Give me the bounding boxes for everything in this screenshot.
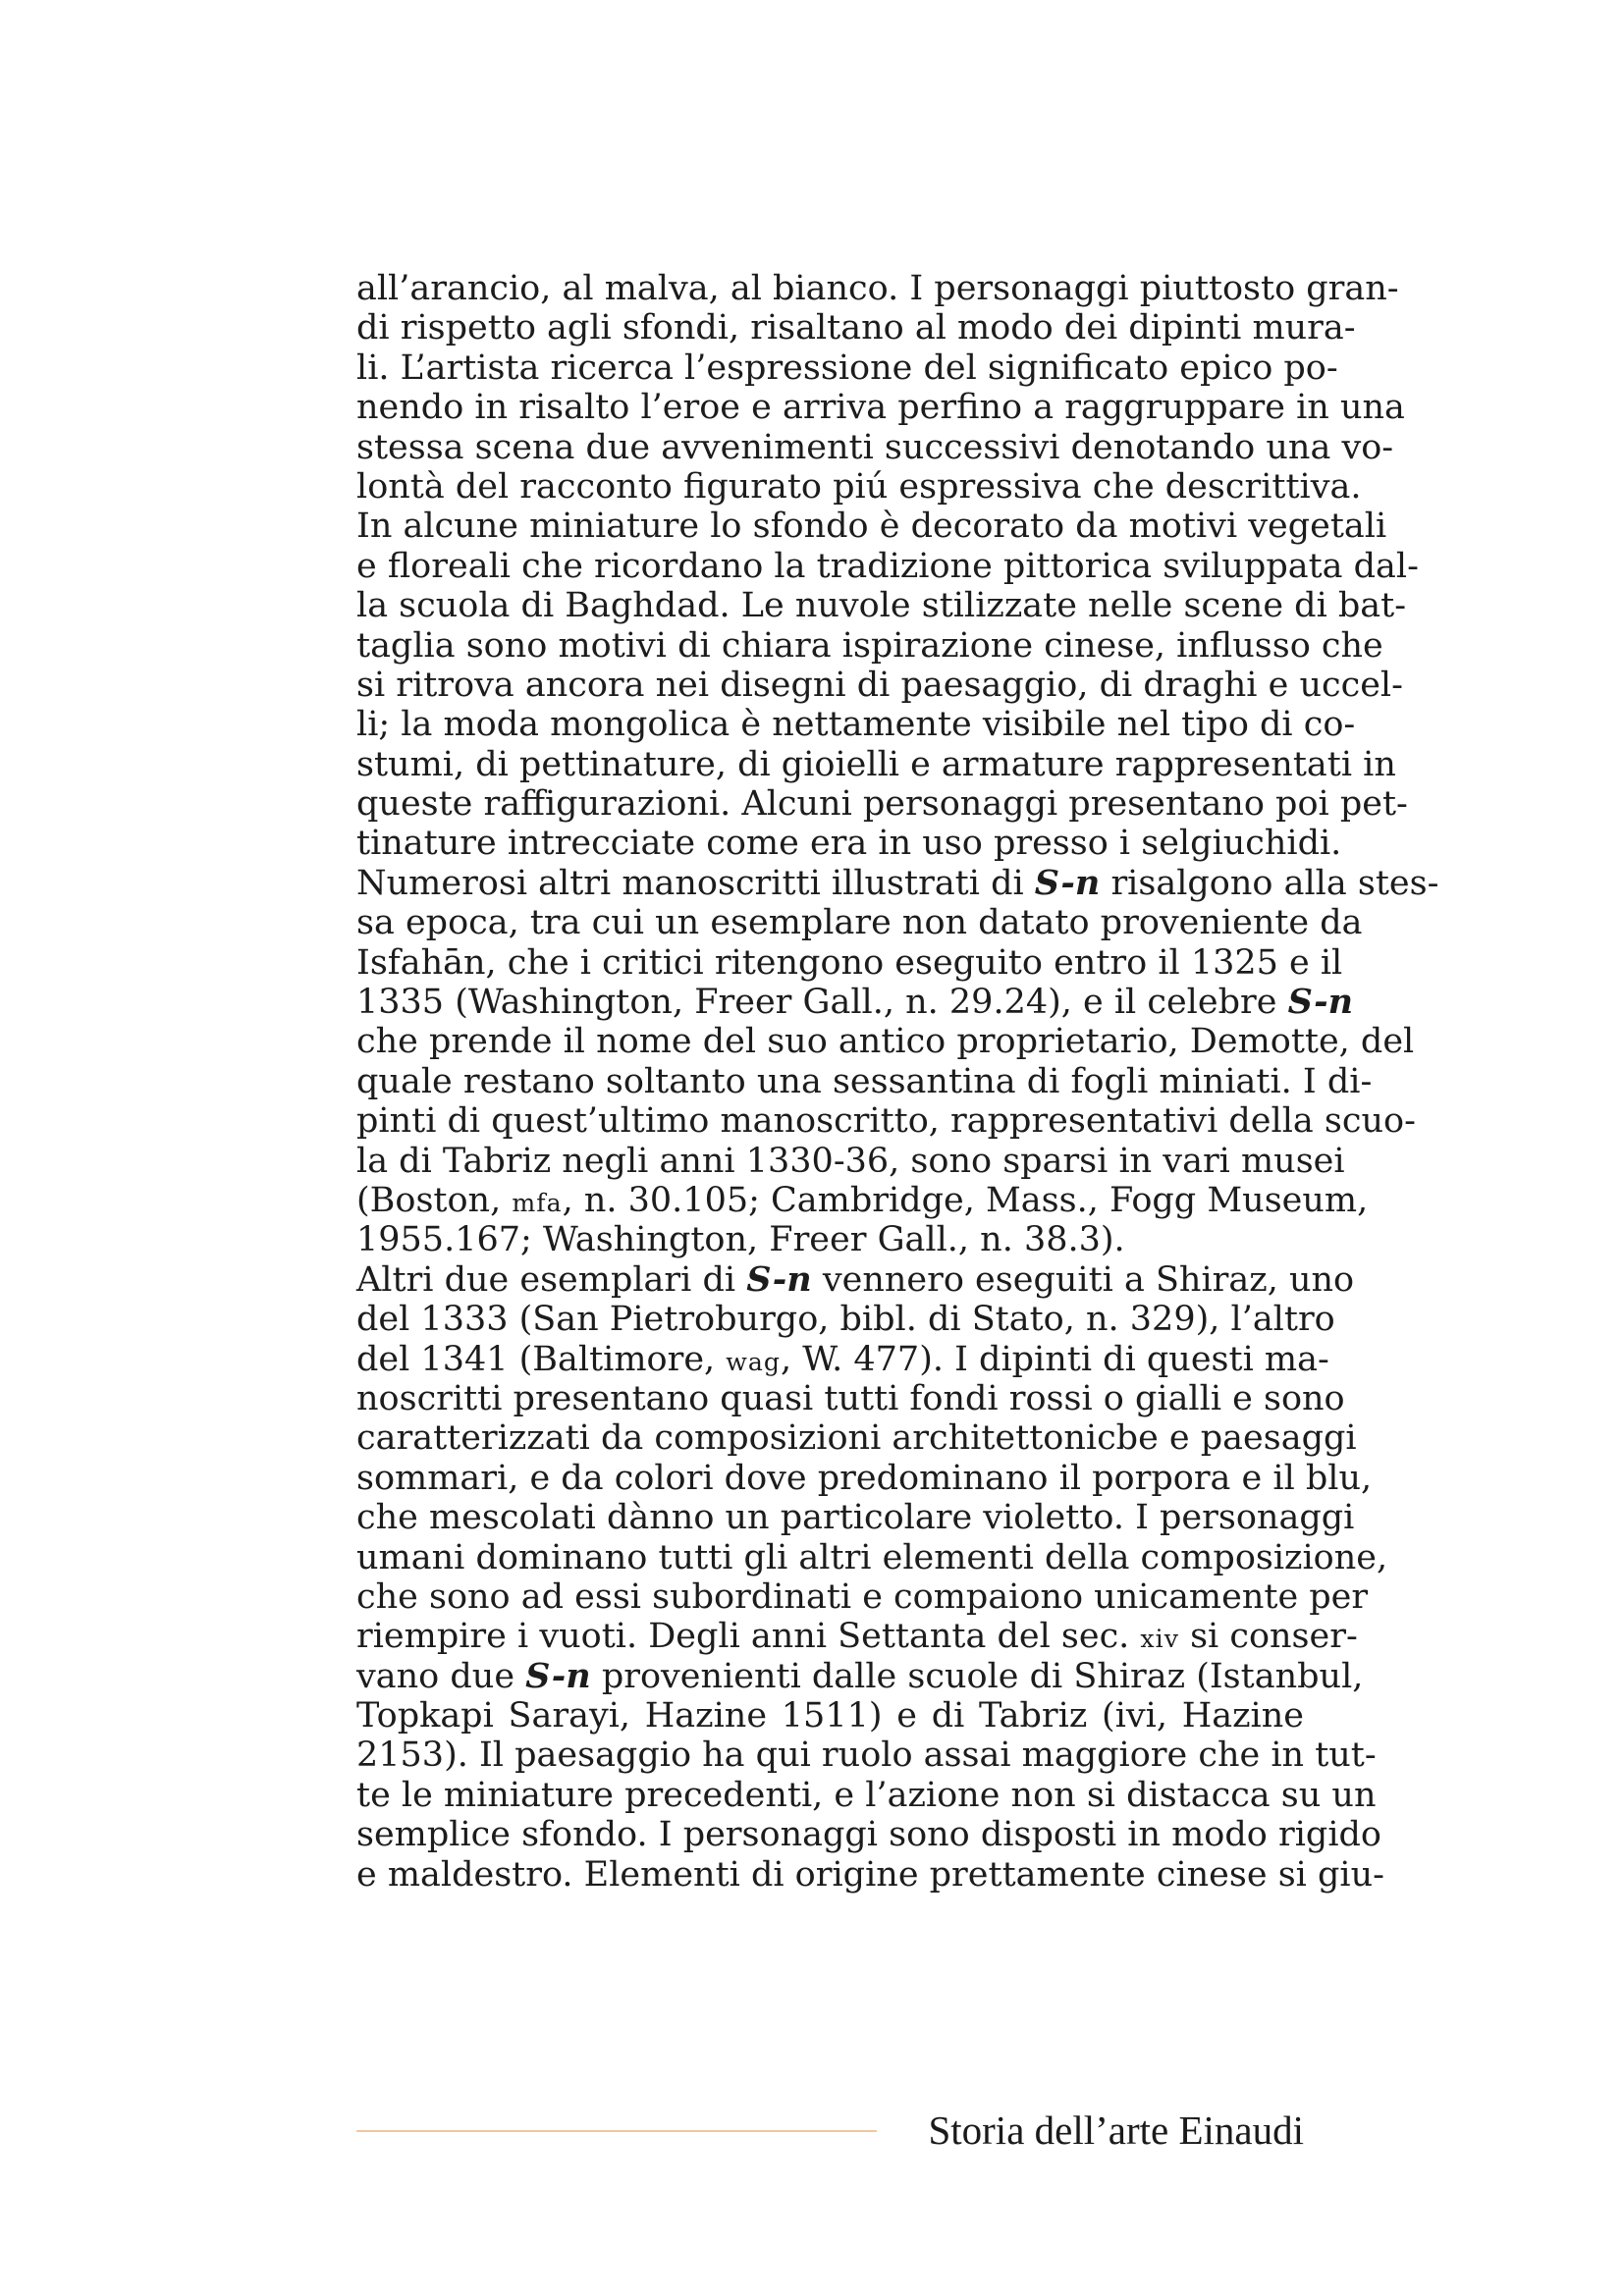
text-line: queste raffigurazioni. Alcuni personaggi presentano poi pet- [356,784,1408,825]
text-line: che sono ad essi subordinati e compaiono unicamente per [356,1576,1369,1617]
text-line: la scuola di Baghdad. Le nuvole stilizzate nelle scene di bat- [356,586,1407,626]
text-line: semplice sfondo. I personaggi sono disposti in modo rigido [356,1815,1381,1855]
text-segment: , W. 477). I dipinti di questi ma- [781,1339,1329,1379]
text-line: quale restano soltanto una sessantina di fogli miniati. I di- [356,1061,1373,1101]
text-segment: provenienti dalle scuole di Shiraz (Istanbul, [590,1656,1364,1696]
text-segment: , n. 30.105; Cambridge, Mass., Fogg Museum, [562,1180,1369,1220]
text-line: Topkapi Sarayi, Hazine 1511) e di Tabriz (ivi, Hazine [356,1696,1304,1736]
text-line: nendo in risalto l’eroe e arriva perfino a raggruppare in una [356,388,1405,428]
text-line: e floreali che ricordano la tradizione pittorica sviluppata dal- [356,546,1419,586]
text-line: te le miniature precedenti, e l’azione non si distacca su un [356,1775,1377,1815]
text-line [356,1655,1364,1696]
text-segment: risalgono alla stes- [1100,863,1439,903]
text-line: che mescolati dànno un particolare violetto. I personaggi [356,1498,1355,1538]
text-segment: (Boston, [356,1180,513,1220]
abbr-sn: S-n [1287,982,1354,1023]
text-line: stumi, di pettinature, di gioielli e armature rappresentati in [356,744,1396,784]
text-line: 2153). Il paesaggio ha qui ruolo assai maggiore che in tut- [356,1735,1377,1776]
text-line [356,1258,1355,1300]
text-segment: vennero eseguiti a Shiraz, uno [811,1259,1355,1300]
text-segment: riempire i vuoti. Degli anni Settanta del sec. [356,1617,1141,1657]
text-line: la di Tabriz negli anni 1330-36, sono sparsi in vari musei [356,1141,1345,1181]
abbr-sn: S-n [1034,862,1101,903]
text-line: stessa scena due avvenimenti successivi denotando una vo- [356,427,1394,467]
abbr-sn: S-n [525,1655,591,1696]
text-segment: Altri due esemplari di [356,1259,747,1300]
text-line: sa epoca, tra cui un esemplare non datato proveniente da [356,903,1363,943]
text-line: noscritti presentano quasi tutti fondi rossi o gialli e sono [356,1378,1345,1418]
text-line [356,982,1354,1023]
text-line: lontà del racconto figurato piú espressiva che descrittiva. [356,466,1362,507]
footer-publisher-title: Storia dell’arte Einaudi [928,2108,1304,2153]
text-line [356,1617,1358,1657]
text-line: li; la moda mongolica è nettamente visibile nel tipo di co- [356,705,1356,745]
text-line: pinti di quest’ultimo manoscritto, rappresentativi della scuo- [356,1101,1416,1142]
text-line: caratterizzati da composizioni architettonicbe e paesaggi [356,1418,1357,1459]
abbr-small-caps: mfa [512,1188,563,1217]
footer-rule [356,2130,877,2132]
text-line: sommari, e da colori dove predominano il porpora e il blu, [356,1458,1373,1498]
text-line: del 1333 (San Pietroburgo, bibl. di Stato, n. 329), l’altro [356,1300,1335,1340]
body-text [356,269,1439,1895]
text-line: tinature intrecciate come era in uso presso i selgiuchidi. [356,824,1342,864]
text-line: taglia sono motivi di chiara ispirazione cinese, influsso che [356,625,1383,666]
text-line: umani dominano tutti gli altri elementi della composizione, [356,1537,1388,1577]
text-segment: 1335 (Washington, Freer Gall., n. 29.24), e il celebre [356,983,1288,1023]
text-line [356,1339,1329,1379]
text-line: di rispetto agli sfondi, risaltano al modo dei dipinti mura- [356,308,1356,348]
abbr-small-caps: wag [726,1347,782,1376]
text-segment: del 1341 (Baltimore, [356,1339,727,1379]
text-line: 1955.167; Washington, Freer Gall., n. 38.3). [356,1220,1125,1260]
text-line [356,1180,1369,1220]
text-segment: si conser- [1178,1617,1358,1657]
text-line: si ritrova ancora nei disegni di paesaggio, di draghi e uccel- [356,665,1403,705]
text-segment: Numerosi altri manoscritti illustrati di [356,863,1035,903]
text-line: all’arancio, al malva, al bianco. I personaggi piuttosto gran- [356,269,1399,308]
text-line: che prende il nome del suo antico proprietario, Demotte, del [356,1022,1415,1062]
text-line: Isfahān, che i critici ritengono eseguito entro il 1325 e il [356,942,1343,983]
abbr-sn: S-n [746,1258,812,1300]
text-segment: vano due [356,1656,526,1696]
text-line: e maldestro. Elementi di origine prettamente cinese si giu- [356,1854,1384,1895]
text-line [356,862,1439,903]
text-line: In alcune miniature lo sfondo è decorato da motivi vegetali [356,507,1387,547]
abbr-small-caps: xiv [1140,1625,1179,1654]
text-line: li. L’artista ricerca l’espressione del significato epico po- [356,347,1338,388]
